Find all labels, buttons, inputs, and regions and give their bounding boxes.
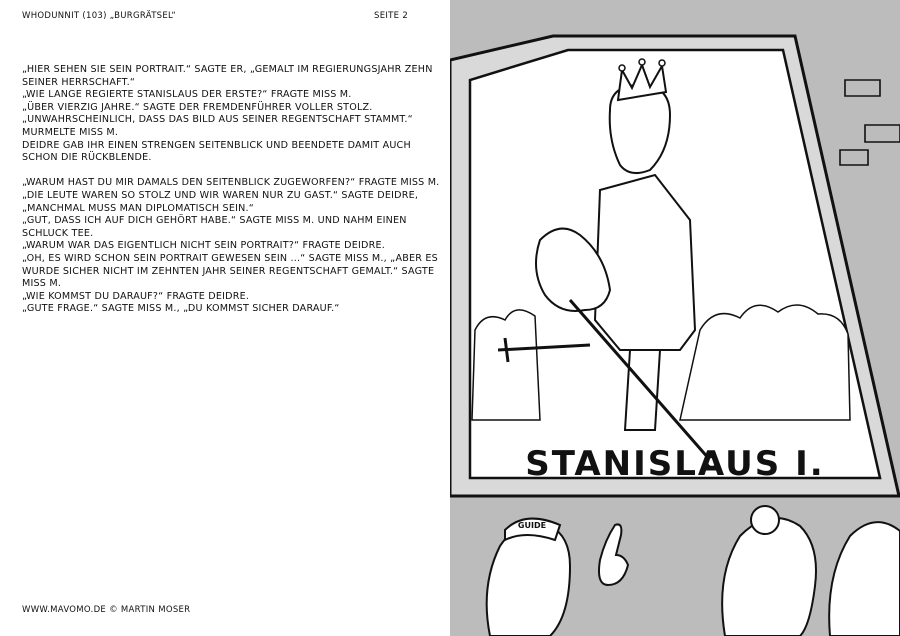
deidre [829, 522, 900, 636]
comic-illustration [450, 0, 900, 636]
story-text [22, 64, 442, 316]
paragraph: „OH, ES WIRD SCHON SEIN PORTRAIT GEWESEN SEIN ...“ SAGTE MISS M., „ABER ES WURDE SICHER NICHT IM ZEHNTEN JAHR SEINER REGENTSCHAFT GEMALT.“ SAGTE MISS M. [22, 252, 438, 290]
tour-guide [487, 519, 628, 636]
paragraph-gap [22, 165, 442, 178]
plaque-text: STANISLAUS I. [525, 444, 825, 484]
paragraph: „GUTE FRAGE.“ SAGTE MISS M., „DU KOMMST SICHER DARAUF.“ [22, 303, 340, 315]
paragraph: DEIDRE GAB IHR EINEN STRENGEN SEITENBLICK UND BEENDETE DAMIT AUCH SCHON DIE RÜCKBLENDE. [22, 139, 411, 164]
page-number: SEITE 2 [374, 11, 409, 21]
paragraph: „GUT, DASS ICH AUF DICH GEHÖRT HABE.“ SAGTE MISS M. UND NAHM EINEN SCHLUCK TEE. [22, 215, 407, 239]
header-title: WHODUNNIT (103) „BURGRÄTSEL“ [22, 11, 177, 21]
paragraph: „ÜBER VIERZIG JAHRE.“ SAGTE DER FREMDENFÜHRER VOLLER STOLZ. [22, 101, 373, 113]
paragraph: „WARUM WAR DAS EIGENTLICH NICHT SEIN PORTRAIT?“ FRAGTE DEIDRE. [22, 240, 385, 252]
paragraph: „UNWAHRSCHEINLICH, DASS DAS BILD AUS SEINER REGENTSCHAFT STAMMT.“ MURMELTE MISS M. [22, 114, 413, 138]
painting-bushes [680, 305, 850, 420]
paragraph: „WIE LANGE REGIERTE STANISLAUS DER ERSTE?“ FRAGTE MISS M. [22, 89, 352, 101]
paragraph: „WIE KOMMST DU DARAUF?“ FRAGTE DEIDRE. [22, 290, 250, 302]
paragraph: „HIER SEHEN SIE SEIN PORTRAIT.“ SAGTE ER, „GEMALT IM REGIERUNGSJAHR ZEHN SEINER HERRSCHAFT.“ [22, 64, 433, 88]
paragraph: „DIE LEUTE WAREN SO STOLZ UND WIR WAREN NUR ZU GAST.“ SAGTE DEIDRE, „MANCHMAL MUSS MAN DIPLOMATISCH SEIN.“ [22, 189, 419, 214]
footer-credit: WWW.MAVOMO.DE © MARTIN MOSER [22, 605, 191, 615]
guide-cap-text: GUIDE [517, 521, 547, 530]
comic-panel [450, 0, 900, 636]
miss-m [722, 506, 816, 636]
paragraph: „WARUM HAST DU MIR DAMALS DEN SEITENBLICK ZUGEWORFEN?“ FRAGTE MISS M. [22, 177, 440, 189]
